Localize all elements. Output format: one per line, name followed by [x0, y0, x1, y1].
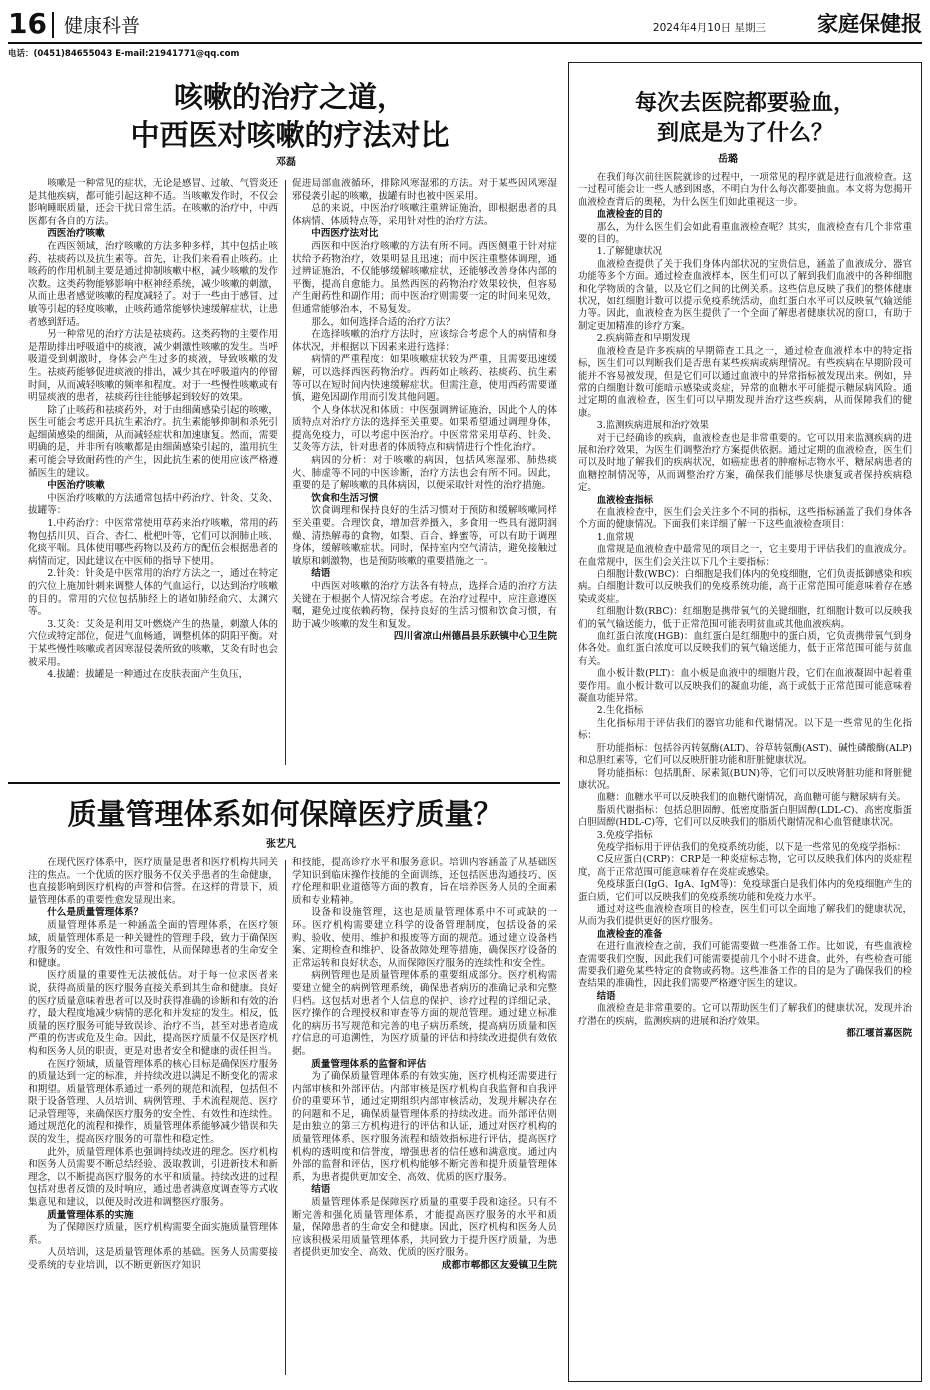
paragraph: 脂质代谢指标：包括总胆固醇、低密度脂蛋白胆固醇(LDL-C)、高密度脂蛋白胆固醇(HDL-C)等，它们可以反映我们的脂质代谢情况和心血管健康状况。 [578, 804, 912, 829]
article1-title [20, 78, 560, 154]
article2-column-1 [28, 857, 278, 1377]
article3-title-line2: 到底是为了什么？ [656, 120, 833, 146]
paragraph: 那么，如何选择合适的治疗方法？ [311, 316, 456, 328]
paragraph: 中西医对咳嗽的治疗方法各有特点，选择合适的治疗方法关键在于根据个人情况综合考虑。在治疗过程中，应注意遵医嘱，避免过度依赖药物，保持良好的生活习惯和饮食习惯，有助于减少咳嗽的发生和复发。 [292, 581, 557, 630]
paragraph: 除了止咳药和祛痰药外，对于由细菌感染引起的咳嗽，医生可能会考虑开具抗生素治疗。抗生素能够抑制和杀死引起细菌感染的细菌，从而减轻症状和加速康复。然而，需要明确的是，并非所有咳嗽都是由细菌感染引起的，滥用抗生素可能会导致耐药性的产生，因此抗生素的使用应该严格遵循医生的建议。 [28, 404, 278, 479]
paragraph: 在血液检查中，医生们会关注多个不同的指标，这些指标涵盖了我们身体各个方面的健康情况。下面我们来详细了解一下这些血液检查项目： [578, 506, 912, 531]
newspaper-name: 家庭保健报 [817, 11, 922, 36]
article3-column [578, 172, 912, 1372]
paragraph: 3.艾灸：艾灸是利用艾叶燃烧产生的热量，刺激人体的穴位或特定部位，促进气血畅通，调整机体的阴阳平衡。对于某些慢性咳嗽或者因寒湿侵袭所致的咳嗽，艾灸有时也会被采用。 [28, 618, 278, 668]
sub-subheading: 2.疾病筛查和早期发现 [596, 333, 691, 345]
page-number: 16 [8, 7, 47, 40]
contact-line: 电话：(0451)84655043 E-mail:21941771@qq.com [8, 49, 240, 59]
paragraph: 咳嗽是一种常见的症状，无论是感冒、过敏、气管炎还是其他疾病，都可能引起这种不适。当咳嗽发作时，不仅会影响睡眠质量，还会干扰日常生活。在咳嗽的治疗中，中西医都有各自的方法。 [28, 178, 278, 227]
section-name: 健康科普 [64, 15, 141, 37]
author-affiliation: 成都市郫都区友爱镇卫生院 [441, 1260, 557, 1271]
author-affiliation: 四川省凉山州德昌县乐跃镇中心卫生院 [393, 631, 557, 643]
article3-author: 岳璐 [718, 154, 738, 165]
subheading: 结语 [596, 990, 616, 1002]
paragraph: 设备和设施管理，这也是质量管理体系中不可或缺的一环。医疗机构需要建立科学的设备管理制度，包括设备的采购、验收、使用、维护和报废等方面的规范。通过建立设备档案、定期检查和维护、设备故障处理等措施，确保医疗设备的正常运转和良好状态，从而保障医疗服务的连续性和安全性。 [292, 907, 557, 969]
masthead [8, 8, 922, 42]
paragraph: 病例管理也是质量管理体系的重要组成部分。医疗机构需要建立健全的病例管理系统，确保患者病历的准确记录和完整归档。这包括对患者个人信息的保护、诊疗过程的详细记录、医疗操作的合理授权和审查等方面的规范管理。通过建立标准化的病历书写规范和完善的电子病历系统，提高病历质量和医疗信息的可追溯性，为医疗质量的评估和持续改进提供有效依据。 [292, 970, 557, 1057]
paragraph: 生化指标用于评估我们的器官功能和代谢情况。以下是一些常见的生化指标： [578, 717, 912, 742]
subheading: 西医治疗咳嗽 [47, 228, 105, 240]
subheading: 饮食和生活习惯 [311, 492, 379, 504]
paragraph: 质量管理体系是一种涵盖全面的管理体系，在医疗领域，质量管理体系是一种关键性的管理手段，致力于确保医疗服务的安全、有效性和可靠性，从而保障患者的生命安全和健康。 [28, 919, 278, 969]
paragraph: 血液检查是非常重要的。它可以帮助医生们了解我们的健康状况，发现并治疗潜在的疾病，监测疾病的进展和治疗效果。 [578, 1003, 912, 1027]
article2-column-2 [292, 857, 557, 1377]
masthead-divider [52, 12, 54, 38]
paragraph: 血糖：血糖水平可以反映我们的血糖代谢情况，高血糖可能与糖尿病有关。 [596, 792, 907, 804]
article1-column-2 [292, 178, 557, 768]
article1-author: 邓磊 [276, 157, 296, 168]
paragraph: 红细胞计数(RBC)：红细胞是携带氧气的关键细胞，红细胞计数可以反映我们的氧气输送能力，低于正常范围可能表明贫血或其他血液疾病。 [578, 606, 912, 630]
paragraph: 对于已经确诊的疾病，血液检查也是非常重要的。它可以用来监测疾病的进展和治疗效果，为医生们调整治疗方案提供依据。通过定期的血液检查，医生们可以及时地了解我们的疾病状况，如癌症患者的肿瘤标志物水平、糖尿病患者的血糖控制情况等，从而调整治疗方案，确保我们能够尽快康复或者保持疾病稳定。 [578, 432, 912, 494]
subheading: 结语 [311, 568, 331, 580]
paragraph: 那么，为什么医生们会如此看重血液检查呢？其实，血液检查有几个非常重要的目的。 [578, 221, 912, 246]
masthead-rule [8, 42, 922, 44]
article1-title-line2: 中西医对咳嗽的疗法对比 [130, 118, 450, 152]
paragraph: 在进行血液检查之前，我们可能需要做一些准备工作。比如说，有些血液检查需要我们空腹，因此我们可能需要提前几个小时不进食。此外，有些检查可能需要我们避免某些特定的食物或药物。这些准备工作的目的是为了确保我们的检查结果的准确性，因此我们需要严格遵守医生的建议。 [578, 941, 912, 990]
paragraph: 质量管理体系是保障医疗质量的重要手段和途径。只有不断完善和强化质量管理体系，才能提高医疗服务的水平和质量，保障患者的生命安全和健康。因此，医疗机构和医务人员应该积极采用质量管理体系，共同致力于提升医疗质量，为患者提供更加安全、高效、优质的医疗服务。 [292, 1197, 557, 1259]
sub-subheading: 3.免疫学指标 [596, 829, 653, 841]
sub-subheading: 1.血常规 [596, 531, 634, 543]
paragraph: 在医疗领域，质量管理体系的核心目标是确保医疗服务的质量达到一定的标准，并持续改进以满足不断变化的需求和期望。质量管理体系通过一系列的规范和流程，包括但不限于设备管理、人员培训、病例管理、手术流程规范、医疗记录管理等，来确保医疗服务的安全性、有效性和连续性。通过规范化的流程和操作，质量管理体系能够减少错误和失误的发生，提高医疗服务的可靠性和稳定性。 [28, 1058, 278, 1146]
paragraph: 2.针灸：针灸是中医常用的治疗方法之一，通过在特定的穴位上施加针刺来调整人体的气血运行，以达到治疗咳嗽的目的。常用的穴位包括肺经上的诸如肺经俞穴、太渊穴等。 [28, 568, 278, 618]
sub-subheading: 1.了解健康状况 [596, 246, 662, 258]
sub-subheading: 2.生化指标 [596, 705, 644, 717]
subheading: 中西医疗法对比 [311, 228, 379, 240]
paragraph: 在选择咳嗽的治疗方法时，应该综合考虑个人的病情和身体状况，并根据以下因素来进行选择： [292, 329, 557, 353]
article1-column-1 [28, 178, 278, 768]
paragraph: 在现代医疗体系中，医疗质量是患者和医疗机构共同关注的焦点。一个优质的医疗服务不仅关乎患者的生命健康，也直接影响到医疗机构的声誉和信誉。在这样的背景下，质量管理体系的重要性愈发显现出来。 [28, 857, 278, 906]
paragraph: 血液检查提供了关于我们身体内部状况的宝贵信息，涵盖了血液成分、器官功能等多个方面。通过检查血液样本，医生们可以了解到我们血液中的各种细胞和化学物质的含量，以及它们之间的比例关系。这些信息反映了我们的整体健康状况，如红细胞计数可以提示免疫系统活动，血红蛋白水平可以反映氧气输送能力等。因此，血液检查为医生提供了一个全面了解患者健康状况的窗口，有助于制定更加精准的诊疗方案。 [578, 258, 912, 332]
subheading: 质量管理体系的监督和评估 [311, 1058, 427, 1070]
paragraph: 西医和中医治疗咳嗽的方法有所不同。西医侧重于针对症状给予药物治疗，效果明显且迅速；而中医注重整体调理，通过辨证施治，不仅能够缓解咳嗽症状，还能够改善身体内部的平衡，提高自愈能力。虽然西医的药物治疗效果较快，但容易产生耐药性和副作用；而中医治疗则需要一定的时间来见效，但通常能够治本，不易复发。 [292, 240, 557, 315]
subheading: 质量管理体系的实施 [47, 1209, 134, 1221]
paragraph: 促进局部血液循环，排除风寒湿邪的方法。对于某些因风寒湿邪侵袭引起的咳嗽，拔罐有时也被中医采用。 [292, 178, 557, 202]
paragraph: 此外，质量管理体系也强调持续改进的理念。医疗机构和医务人员需要不断总结经验、汲取教训，引进新技术和新理念，以不断提高医疗服务的水平和质量。持续改进的过程包括对患者反馈的及时响应，通过患者满意度调查等方式收集意见和建议，以便及时改进和调整医疗服务。 [28, 1146, 278, 1209]
paragraph: 白细胞计数(WBC)：白细胞是我们体内的免疫细胞，它们负责抵御感染和疾病。白细胞计数可以反映我们的免疫系统功能，高于正常范围可能意味着存在感染或炎症。 [578, 569, 912, 605]
paragraph: 免疫学指标用于评估我们的免疫系统功能，以下是一些常见的免疫学指标： [596, 841, 907, 853]
paragraph: 为了保障医疗质量，医疗机构需要全面实施质量管理体系。 [28, 1222, 278, 1246]
subheading: 血液检查的准备 [596, 928, 663, 940]
paragraph: 饮食调理和保持良好的生活习惯对于预防和缓解咳嗽同样至关重要。合理饮食，增加营养摄入，多食用一些具有滋阴润燥、清热解毒的食物，如梨、百合、蜂蜜等，可以有助于调理身体，缓解咳嗽症状。同时，保持室内空气清洁，避免接触过敏原和刺激物，也是预防咳嗽的重要措施之一。 [292, 505, 557, 567]
paragraph: 肾功能指标：包括肌酐、尿素氮(BUN)等，它们可以反映肾脏功能和肾脏健康状况。 [578, 767, 912, 791]
article3-title [570, 88, 920, 148]
author-affiliation: 都江堰首嘉医院 [846, 1028, 912, 1040]
subheading: 中医治疗咳嗽 [47, 480, 105, 492]
paragraph: 血常规是血液检查中最常见的项目之一，它主要用于评估我们的血液成分。在血常规中，医生们会关注以下几个主要指标： [578, 544, 912, 568]
paragraph: 在西医领域，治疗咳嗽的方法多种多样，其中包括止咳药、祛痰药以及抗生素等。首先，让我们来看看止咳药。止咳药的作用机制主要是通过抑制咳嗽中枢，减少咳嗽的发作次数。这类药物能够影响中枢神经系统，减少咳嗽的刺激，从而止患者感觉咳嗽的程度减轻了。对于一些由于感冒、过敏等引起的轻度咳嗽，止咳药通常能够快速缓解症状，让患者感到舒适。 [28, 240, 278, 328]
paragraph: 免疫球蛋白(IgG、IgA、IgM等)：免疫球蛋白是我们体内的免疫细胞产生的蛋白质，它们可以反映我们的免疫系统功能和免疫力水平。 [578, 879, 912, 903]
subheading: 血液检查指标 [596, 494, 654, 506]
paragraph: 个人身体状况和体质：中医强调辨证施治，因此个人的体质特点对治疗方法的选择至关重要。如果希望通过调理身体，提高免疫力，可以考虑中医治疗。中医常常采用草药、针灸、艾灸等方法，针对患者的体质特点和病情进行个性化治疗。 [292, 404, 557, 454]
subheading: 什么是质量管理体系？ [47, 907, 144, 919]
article2-author: 张艺凡 [266, 839, 296, 850]
article3-title-line1: 每次去医院都要验血， [634, 90, 855, 116]
issue-date: 2024年4月10日 星期三 [652, 22, 766, 34]
paragraph: 人员培训，这是质量管理体系的基础。医务人员需要接受系统的专业培训，以不断更新医疗知识 [28, 1247, 278, 1271]
paragraph: 1.中药治疗：中医常常使用草药来治疗咳嗽，常用的药物包括川贝、百合、杏仁、枇杷叶等，它们可以润肺止咳、化痰平喘。具体使用哪些药物以及药方的配伍会根据患者的病情而定，因此建议在中医师的指导下使用。 [28, 518, 278, 567]
article-separator [8, 782, 560, 784]
subheading: 血液检查的目的 [596, 209, 663, 221]
paragraph: 病情的严重程度：如果咳嗽症状较为严重，且需要迅速缓解，可以选择西医药物治疗。西药如止咳药、祛痰药、抗生素等可以在短时间内快速缓解症状。但需注意，使用西药需要谨慎，避免因副作用而引发其他问题。 [292, 354, 557, 404]
paragraph: 通过对这些血液检查项目的检查，医生们可以全面地了解我们的健康状况，从而为我们提供更好的医疗服务。 [578, 903, 912, 928]
paragraph: 中医治疗咳嗽的方法通常包括中药治疗、针灸、艾灸、拔罐等： [28, 492, 278, 517]
paragraph: 血液检查是许多疾病的早期筛查工具之一，通过检查血液样本中的特定指标，医生们可以判断我们是否患有某些疾病或病理情况。有些疾病在早期阶段可能并不容易被发现，但是它们可以通过血液中的异常指标被发现出来。例如，异常的白细胞计数可能暗示感染或炎症，异常的血糖水平可能提示糖尿病风险。通过定期的血液检查，医生们可以早期发现并治疗这些疾病，从而保障我们的健康。 [578, 345, 912, 419]
paragraph: 总的来说，中医治疗咳嗽注重辨证施治，即根据患者的具体病情、体质特点等，采用针对性的治疗方法。 [292, 203, 557, 227]
paragraph: 4.拔罐：拔罐是一种通过在皮肤表面产生负压， [47, 669, 249, 681]
subheading: 结语 [311, 1184, 331, 1196]
paragraph: 另一种常见的治疗方法是祛痰药。这类药物的主要作用是帮助排出呼吸道中的痰液，减少刺激性咳嗽的发生。当呼吸道受到刺激时，身体会产生过多的痰液，导致咳嗽的发生。祛痰药能够促进痰液的排出，减少其在呼吸道内的停留时间，从而减轻咳嗽的频率和程度。对于一些慢性咳嗽或有明显痰液的患者，祛痰药往往能够起到较好的效果。 [28, 329, 278, 404]
paragraph: 血小板计数(PLT)：血小板是血液中的细胞片段，它们在血液凝固中起着重要作用。血小板计数可以反映我们的凝血功能，高于或低于正常范围可能意味着凝血功能异常。 [578, 668, 912, 705]
paragraph: 病因的分析：对于咳嗽的病因，包括风寒湿邪、肺热痰火、肺虚等不同的中医诊断，治疗方法也会有所不同。因此，重要的是了解咳嗽的具体病因，以便采取针对性的治疗措施。 [292, 455, 557, 492]
column-divider [285, 180, 286, 765]
article2-title: 质量管理体系如何保障医疗质量？ [67, 797, 503, 831]
paragraph: 医疗质量的重要性无法被低估。对于每一位求医者来说，获得高质量的医疗服务直接关系到其生命和健康。良好的医疗质量意味着患者可以及时获得准确的诊断和有效的治疗，最大程度地减少病情的恶化和并发症的发生。相反，低质量的医疗服务可能导致误诊、治疗不当，甚至对患者造成严重的伤害或危及生命。因此，提高医疗质量不仅是医疗机构和医务人员的职责，更是对患者安全和健康的责任担当。 [28, 970, 278, 1057]
article1-title-line1: 咳嗽的治疗之道， [173, 80, 406, 114]
paragraph: 为了确保质量管理体系的有效实施，医疗机构还需要进行内部审核和外部评估。内部审核是医疗机构自我监督和自我评价的重要环节，通过定期组织内部审核活动，发现并解决存在的问题和不足，确保质量管理体系的持续改进。而外部评估则是由独立的第三方机构进行的评估和认证，通过对医疗机构的质量管理体系、医疗服务流程和绩效指标进行评估，提高医疗机构的透明度和信誉度，增强患者的信任感和满意度。通过内外部的监督和评估，医疗机构能够不断完善和提升质量管理体系，为患者提供更加安全、高效、优质的医疗服务。 [292, 1071, 557, 1183]
paragraph: 和技能，提高诊疗水平和服务意识。培训内容涵盖了从基础医学知识到临床操作技能的全面训练，还包括医患沟通技巧、医疗伦理和职业道德等方面的教育，旨在培养医务人员的全面素质和专业精神。 [292, 857, 557, 906]
paragraph: 肝功能指标：包括谷丙转氨酶(ALT)、谷草转氨酶(AST)、碱性磷酸酶(ALP)和总胆红素等，它们可以反映肝脏功能和肝脏健康状况。 [578, 742, 912, 767]
paragraph: 在我们每次前往医院就诊的过程中，一项常见的程序就是进行血液检查。这一过程可能会让一些人感到困惑，不明白为什么每次都要抽血。本文将为您揭开血液检查背后的奥秘，为什么医生们如此重视这一步。 [578, 172, 912, 208]
paragraph: 血红蛋白浓度(HGB)：血红蛋白是红细胞中的蛋白质，它负责携带氧气到身体各处。血红蛋白浓度可以反映我们的氧气输送能力，低于正常范围可能与贫血有关。 [578, 631, 912, 667]
column-divider [285, 860, 286, 1375]
paragraph: C反应蛋白(CRP)：CRP是一种炎症标志物，它可以反映我们体内的炎症程度，高于正常范围可能意味着存在炎症或感染。 [578, 854, 912, 878]
sub-subheading: 3.监测疾病进展和治疗效果 [596, 420, 709, 432]
